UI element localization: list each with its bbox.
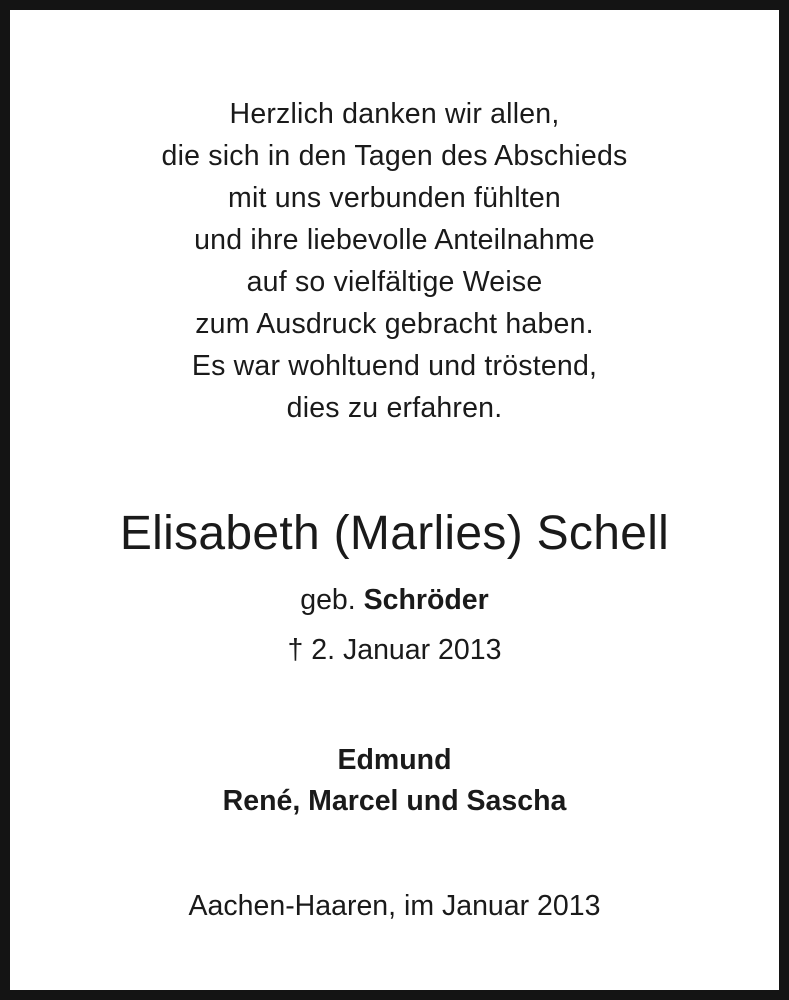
- notice-content: [20, 20, 769, 980]
- thank-you-text: [20, 93, 769, 429]
- poem-line: mit uns verbunden fühlten: [228, 182, 561, 214]
- poem-line: zum Ausdruck gebracht haben.: [195, 308, 594, 340]
- survivor-line: René, Marcel und Sascha: [222, 785, 567, 817]
- place-and-date: Aachen-Haaren, im Januar 2013: [188, 890, 601, 922]
- poem-line: die sich in den Tagen des Abschieds: [161, 140, 628, 172]
- poem-line: und ihre liebevolle Anteilnahme: [194, 224, 595, 256]
- poem-line: Es war wohltuend und tröstend,: [191, 350, 598, 382]
- maiden-name: Schröder: [363, 584, 489, 616]
- poem-line: dies zu erfahren.: [286, 392, 503, 424]
- poem-line: Herzlich danken wir allen,: [229, 98, 560, 130]
- survivors: [20, 740, 769, 822]
- survivor-line: Edmund: [337, 744, 452, 776]
- deceased-name: Elisabeth (Marlies) Schell: [119, 507, 670, 560]
- maiden-prefix: geb.: [300, 584, 364, 616]
- death-date: † 2. Januar 2013: [287, 634, 502, 666]
- poem-line: auf so vielfältige Weise: [246, 266, 543, 298]
- maiden-name-line: [20, 582, 769, 618]
